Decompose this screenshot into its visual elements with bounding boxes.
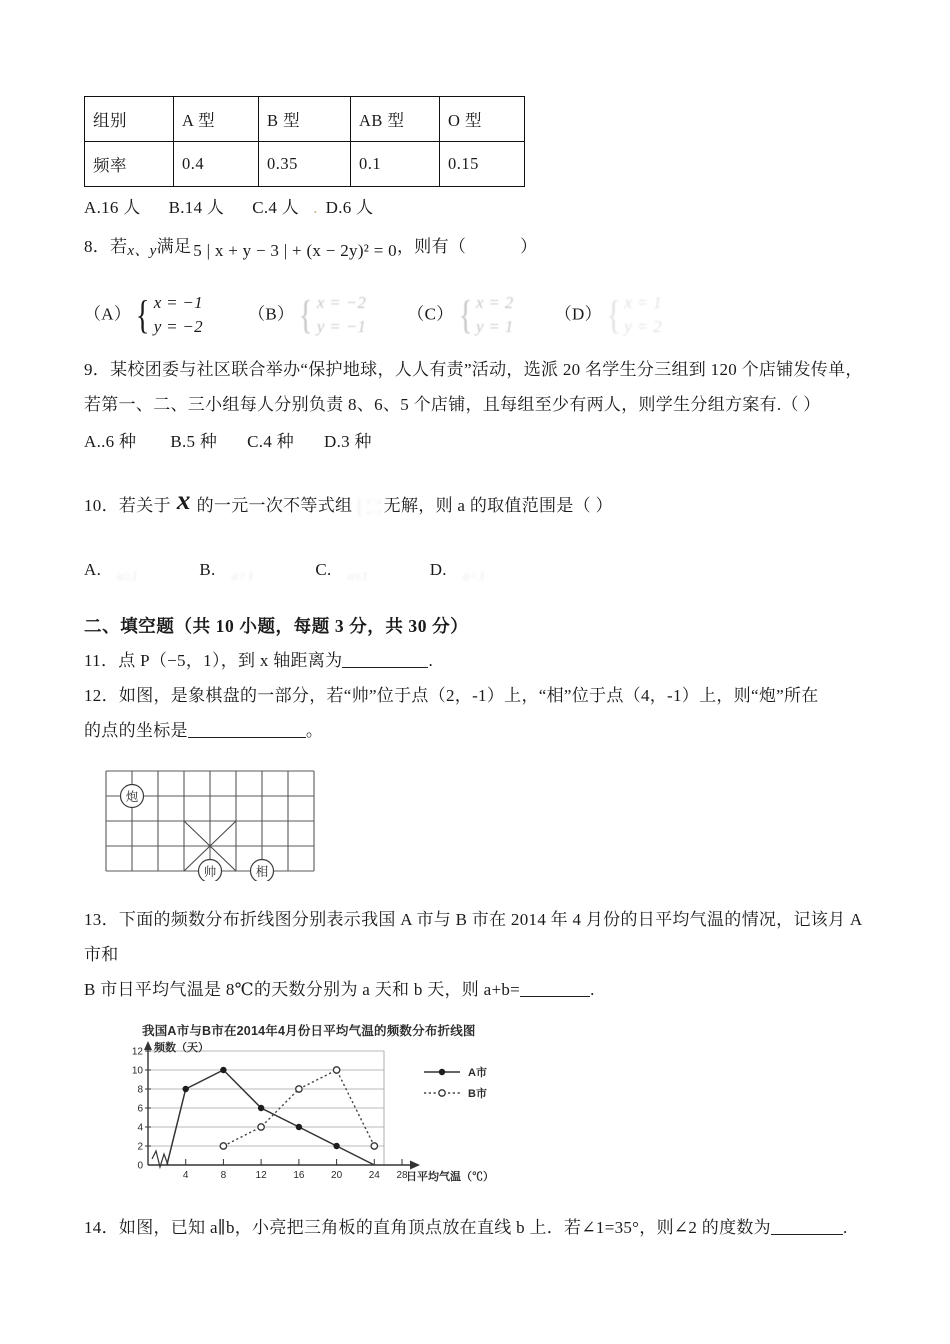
question-10-variable: x [176, 485, 191, 516]
question-14-text: 14．如图，已知 a∥b，小亮把三角板的直角顶点放在直线 b 上．若∠1=35°，则∠2 的度数为 [84, 1218, 771, 1238]
option-b-system [296, 291, 366, 340]
svg-text:相: 相 [255, 864, 269, 879]
question-8-text-post: ，则有（ [396, 237, 467, 256]
option-d[interactable]: D.6 人 [325, 198, 374, 217]
option-c[interactable]: C.4 人 [252, 198, 300, 217]
option-b-label: （B） [248, 304, 295, 324]
question-12-text: 的点的坐标是 [84, 721, 188, 741]
question-8-option-b[interactable] [248, 291, 368, 340]
blood-type-frequency-table [84, 96, 525, 187]
question-8-text-mid: 满足 [156, 237, 192, 256]
question-8-option-d[interactable] [555, 291, 664, 340]
svg-text:28: 28 [396, 1170, 408, 1182]
table-cell: 0.35 [259, 142, 351, 187]
option-d-system [604, 291, 662, 340]
question-12 [84, 679, 874, 749]
question-8-equation: 5 | x + y − 3 | + (x − 2y)² = 0 [193, 241, 397, 260]
option-c-label: （C） [407, 304, 454, 324]
option-a-label: A. [84, 559, 102, 579]
question-8-options [84, 291, 874, 347]
option-d-expression: a<1 [462, 567, 486, 583]
table-cell: 0.15 [440, 142, 525, 187]
option-c-system [456, 291, 514, 340]
svg-text:4: 4 [137, 1122, 143, 1134]
question-10-text-pre: 10．若关于 [84, 496, 171, 516]
chess-board-figure [96, 763, 874, 881]
option-d[interactable]: D.3 种 [324, 431, 372, 451]
question-8-paren-close: ） [520, 237, 538, 256]
chess-piece-xiang [251, 859, 274, 881]
question-11 [84, 644, 874, 679]
question-8-text-pre: 若 [110, 237, 128, 256]
table-cell: 0.4 [174, 142, 259, 187]
chart-legend [424, 1065, 487, 1100]
question-10-stem [84, 473, 874, 528]
question-13-text: B 市日平均气温是 8℃的天数分别为 a 天和 b 天，则 a+b= [84, 979, 521, 999]
question-13 [84, 903, 874, 1008]
question-10-option-c[interactable] [315, 559, 369, 583]
answer-blank[interactable] [520, 979, 590, 997]
table-header-cell: AB 型 [351, 97, 440, 142]
svg-text:20: 20 [331, 1170, 343, 1182]
chart-x-axis [148, 1161, 420, 1170]
option-a-label: （A） [84, 304, 132, 324]
brace-icon: { [355, 494, 364, 520]
question-8-vars: x、y [127, 243, 157, 259]
question-9 [84, 353, 874, 460]
option-b-line1: x = −2 [316, 292, 367, 312]
svg-text:帅: 帅 [203, 864, 217, 879]
question-8-option-a[interactable] [84, 291, 205, 340]
brace-icon: { [458, 292, 473, 338]
table-row [85, 142, 525, 187]
question-11-text: 11．点 P（−5，1），到 x 轴距离为 [84, 651, 343, 671]
answer-blank[interactable] [771, 1217, 843, 1235]
question-9-options [84, 425, 874, 460]
option-d-label: D. [429, 559, 447, 579]
svg-text:0: 0 [137, 1160, 143, 1172]
option-c-expression: a≤1 [347, 567, 369, 583]
question-14 [84, 1211, 874, 1246]
svg-text:12: 12 [131, 1046, 143, 1058]
question-8 [84, 230, 874, 347]
chess-board-svg [96, 763, 324, 881]
question-8-stem [84, 230, 874, 269]
table-header-cell: B 型 [259, 97, 351, 142]
option-b-expression: a>1 [231, 567, 255, 583]
brace-icon: { [135, 292, 150, 338]
svg-text:6: 6 [137, 1103, 143, 1115]
chart-y-tick-labels [132, 1047, 144, 1172]
system-line1: x>a [366, 495, 382, 506]
svg-text:炮: 炮 [125, 789, 139, 804]
question-10-text-mid: 的一元一次不等式组 [196, 496, 353, 516]
option-b-line2: y = −1 [316, 317, 367, 337]
svg-text:12: 12 [255, 1170, 267, 1182]
table-header-cell: 组别 [85, 97, 174, 142]
legend-label-a: A市 [468, 1067, 487, 1080]
table-cell: 频率 [85, 142, 174, 187]
brace-icon: { [299, 292, 314, 338]
brace-icon: { [606, 292, 621, 338]
question-9-line2: 若第一、二、三小组每人分别负责 8、6、5 个店铺，且每组至少有两人，则学生分组方案有.（ ） [84, 394, 821, 414]
question-8-option-c[interactable] [407, 291, 515, 340]
legend-label-b: B市 [468, 1088, 487, 1101]
option-a-line2: y = −2 [153, 317, 203, 337]
question-10 [84, 473, 874, 589]
svg-text:10: 10 [131, 1065, 143, 1077]
section-2-heading: 二、填空题（共 10 小题，每题 3 分，共 30 分） [84, 616, 469, 637]
option-b[interactable]: B.5 种 [170, 431, 218, 451]
stray-mark: . [313, 198, 318, 217]
option-c-line2: y = 1 [476, 317, 514, 337]
option-a-line1: x = −1 [153, 292, 203, 312]
table-header-cell: O 型 [440, 97, 525, 142]
question-10-text-post: 无解，则 a 的取值范围是（ ） [383, 496, 613, 516]
question-10-option-d[interactable] [429, 559, 486, 583]
option-a[interactable]: A.16 人 [84, 198, 141, 217]
legend-item-b [424, 1086, 487, 1100]
question-10-system [354, 496, 381, 519]
svg-text:8: 8 [220, 1170, 227, 1182]
chess-piece-pao [121, 784, 144, 807]
option-a-expression: a≥1 [117, 567, 139, 583]
question-14-period: . [842, 1218, 848, 1238]
chart-svg [112, 1041, 512, 1193]
legend-item-a [424, 1065, 487, 1079]
chess-piece-shuai [199, 859, 222, 881]
answer-blank[interactable] [188, 720, 306, 738]
option-b[interactable]: B.14 人 [168, 198, 225, 217]
question-10-options [84, 553, 874, 590]
question-11-period: . [428, 651, 434, 671]
svg-text:16: 16 [293, 1170, 305, 1182]
question-12-line2 [84, 714, 874, 749]
question-9-line1: 9．某校团委与社区联合举办“保护地球，人人有责”活动，选派 20 名学生分三组到 120 个店铺发传单， [84, 359, 863, 379]
option-d-line2: y = 2 [624, 317, 662, 337]
table-header-cell: A 型 [174, 97, 259, 142]
answer-blank[interactable] [342, 650, 428, 668]
question-13-line1: 13．下面的频数分布折线图分别表示我国 A 市与 B 市在 2014 年 4 月份的日平均气温的情况，记该月 A 市和 [84, 909, 862, 964]
option-a-system [133, 291, 203, 340]
svg-text:4: 4 [182, 1170, 189, 1182]
question-10-option-b[interactable] [199, 559, 255, 583]
option-d-line1: x = 1 [624, 292, 662, 312]
question-12-line1: 12．如图，是象棋盘的一部分，若“帅”位于点（2，-1）上，“相”位于点（4，-1）上，则“炮”所在 [84, 686, 819, 706]
question-13-line2 [84, 973, 874, 1008]
option-c-line1: x = 2 [476, 292, 514, 312]
chart-y-axis-label: 频数（天） [154, 1042, 209, 1055]
page-content [84, 96, 874, 1246]
option-c-label: C. [315, 559, 332, 579]
frequency-polygon-chart [112, 1021, 874, 1193]
option-c[interactable]: C.4 种 [247, 431, 295, 451]
question-10-option-a[interactable] [84, 559, 139, 583]
chart-x-tick-labels [183, 1170, 408, 1181]
question-7-options [84, 193, 874, 218]
question-13-period: . [590, 979, 595, 999]
chart-x-axis-label: 日平均气温（℃） [406, 1171, 494, 1184]
option-b-label: B. [199, 559, 216, 579]
system-line2: x>1 [366, 507, 382, 518]
table-cell: 0.1 [351, 142, 440, 187]
question-8-number: 8． [84, 237, 111, 256]
table-row [85, 97, 525, 142]
chart-title: 我国A市与B市在2014年4月份日平均气温的频数分布折线图 [142, 1024, 476, 1039]
question-12-period: 。 [305, 721, 324, 741]
svg-text:24: 24 [368, 1170, 380, 1182]
option-d-label: （D） [554, 304, 602, 324]
option-a[interactable]: A..6 种 [84, 431, 137, 451]
svg-text:8: 8 [137, 1084, 143, 1096]
svg-text:2: 2 [137, 1141, 143, 1153]
